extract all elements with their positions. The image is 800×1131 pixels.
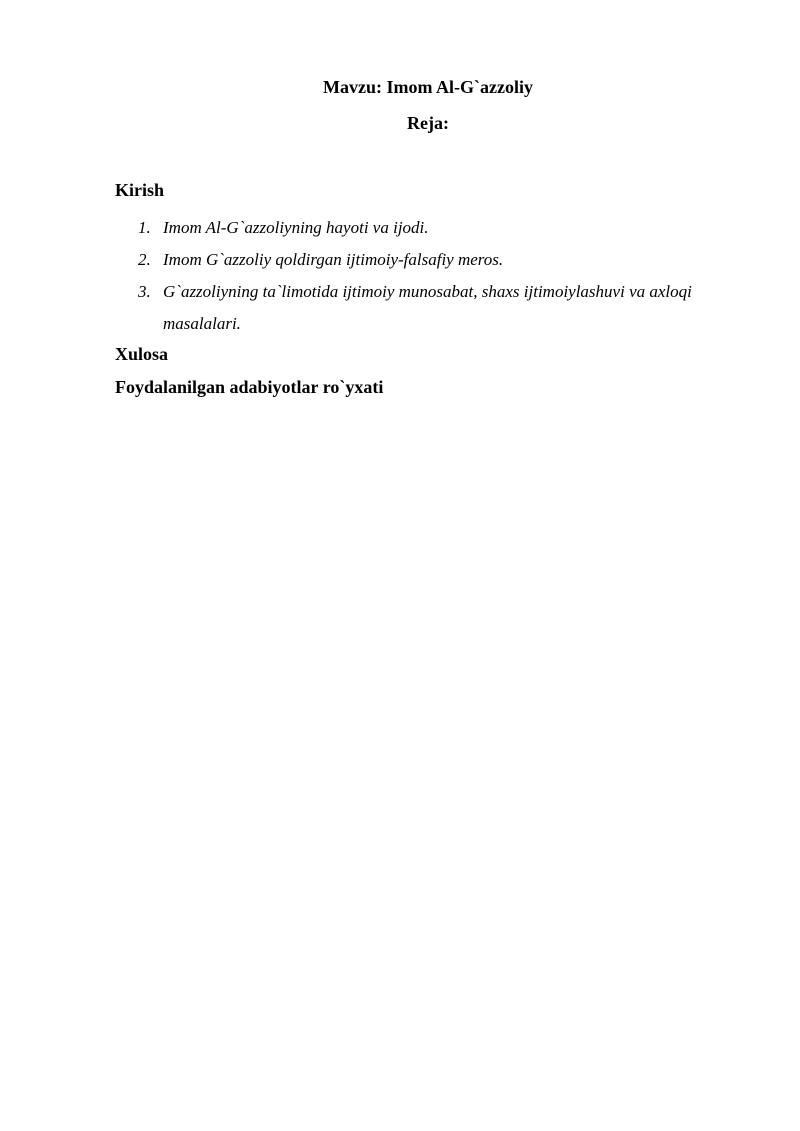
plan-item-1 xyxy=(115,212,715,244)
plan-item-number: 1. xyxy=(138,218,151,237)
plan-item-text: G`azzoliyning ta`limotida ijtimoiy munosabat, shaxs ijtimoiylashuvi va axloqi masalalari. xyxy=(163,282,692,333)
references-heading: Foydalanilgan adabiyotlar ro`yxati xyxy=(115,377,384,397)
plan-item-text: Imom G`azzoliy qoldirgan ijtimoiy-falsafiy meros. xyxy=(163,250,504,269)
plan-item-3 xyxy=(115,276,715,340)
plan-item-text: Imom Al-G`azzoliyning hayoti va ijodi. xyxy=(163,218,429,237)
plan-item-number: 2. xyxy=(138,250,151,269)
document-title: Mavzu: Imom Al-G`azzoliy xyxy=(323,77,533,97)
conclusion-heading: Xulosa xyxy=(115,344,169,364)
plan-list xyxy=(115,212,715,340)
plan-heading: Reja: xyxy=(407,113,449,133)
introduction-heading: Kirish xyxy=(115,180,165,200)
plan-item-2 xyxy=(115,244,715,276)
plan-item-number: 3. xyxy=(138,282,151,301)
